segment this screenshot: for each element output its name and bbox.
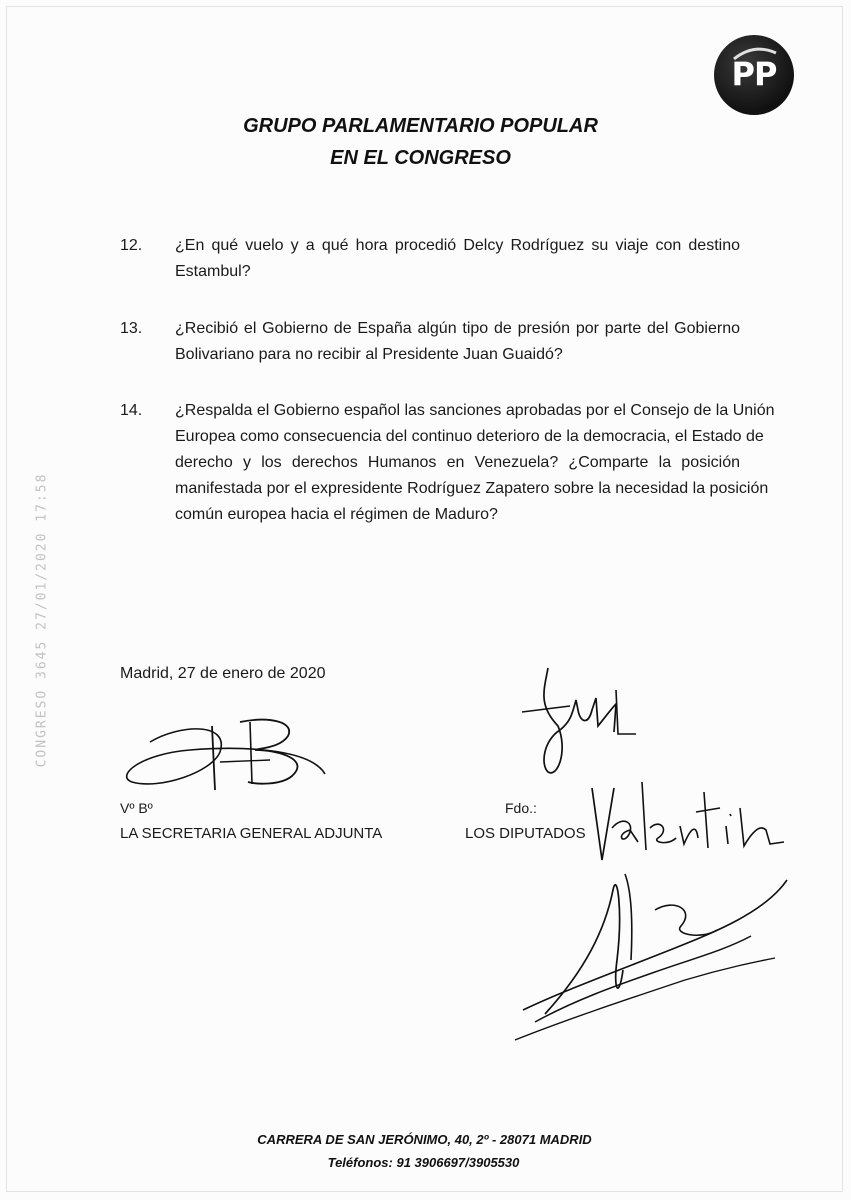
signature-diputado-3 [505, 850, 795, 1050]
signature-diputado-1 [500, 660, 660, 785]
pp-logo-icon [714, 35, 794, 115]
question-number: 13. [120, 320, 143, 337]
question-line: ¿Recibió el Gobierno de España algún tipo de presión por parte del Gobierno [175, 320, 740, 337]
question-text [175, 233, 740, 285]
question-line: manifestada por el expresidente Rodríguez Zapatero sobre la necesidad la posición [175, 480, 769, 497]
question-line: ¿En qué vuelo y a qué hora procedió Delcy Rodríguez su viaje con destino [175, 237, 740, 254]
registry-stamp-text: CONGRESO 3645 27/01/2020 17:58 [34, 472, 50, 768]
question-line: derecho y los derechos Humanos en Venezuela? ¿Comparte la posición [175, 454, 740, 471]
question-line: común europea hacia el régimen de Maduro? [175, 506, 498, 523]
footer-phones: Teléfonos: 91 3906697/3905530 [327, 1155, 520, 1170]
header-title-line2: EN EL CONGRESO [330, 147, 511, 169]
question-number: 14. [120, 402, 143, 419]
vobo-label: Vº Bº [120, 800, 153, 816]
fdo-label: Fdo.: [505, 800, 537, 816]
signature-secretaria [120, 712, 350, 807]
logo-text: PP [731, 55, 777, 93]
question-line: Estambul? [175, 263, 251, 280]
question-text [175, 398, 775, 528]
question-line: ¿Respalda el Gobierno español las sanciones aprobadas por el Consejo de la Unión [175, 402, 775, 419]
secretaria-label: LA SECRETARIA GENERAL ADJUNTA [120, 825, 383, 842]
diputados-label: LOS DIPUTADOS [465, 825, 586, 842]
question-text [175, 316, 740, 368]
question-number: 12. [120, 237, 143, 254]
header-title-line1: GRUPO PARLAMENTARIO POPULAR [243, 115, 598, 137]
question-line: Europea como consecuencia del continuo deterioro de la democracia, el Estado de [175, 428, 764, 445]
footer-address: CARRERA DE SAN JERÓNIMO, 40, 2º - 28071 MADRID [257, 1132, 592, 1147]
question-line: Bolivariano para no recibir al Presidente Juan Guaidó? [175, 346, 563, 363]
registry-stamp [30, 440, 54, 800]
place-date: Madrid, 27 de enero de 2020 [120, 665, 326, 682]
